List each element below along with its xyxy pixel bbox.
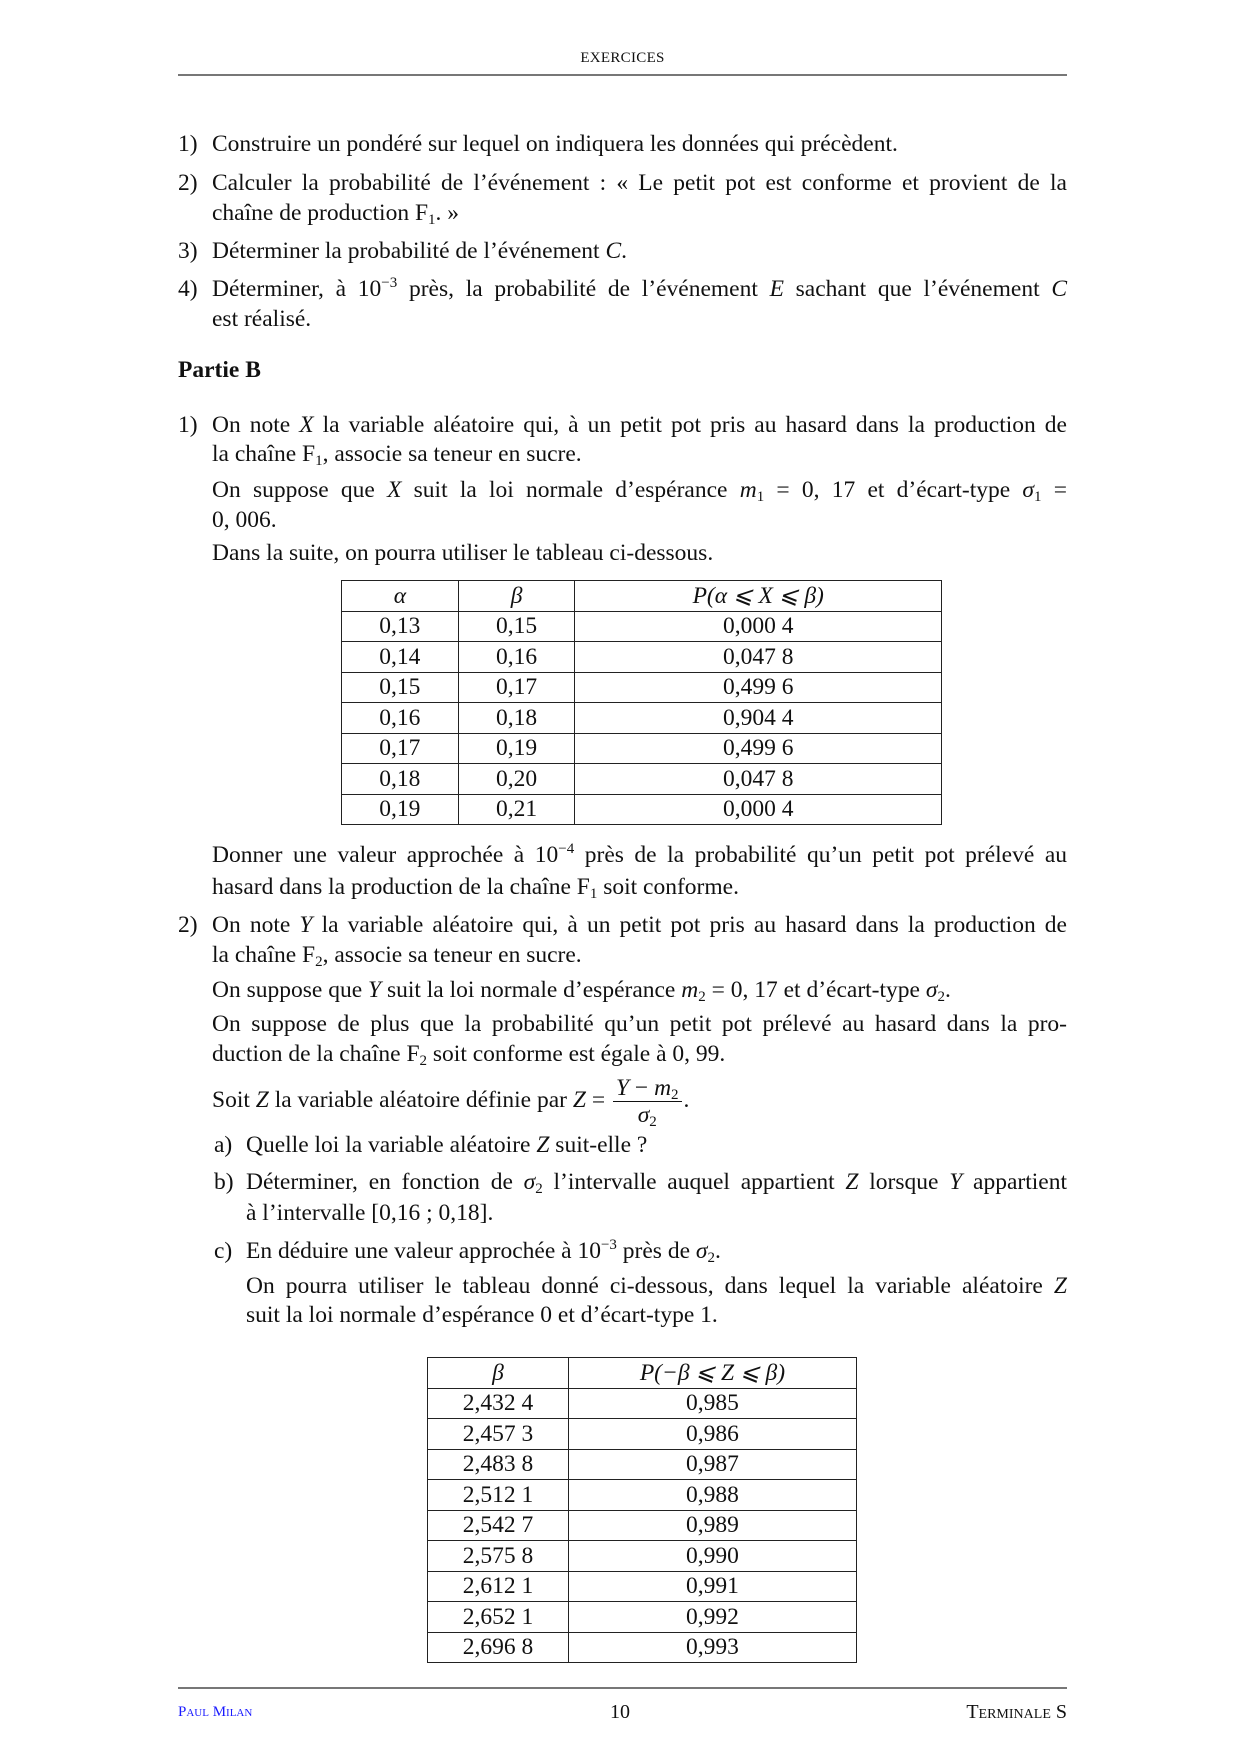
probability-table-2 — [427, 1357, 857, 1663]
table-cell: 0,047 8 — [575, 642, 942, 673]
question-text — [246, 1130, 647, 1160]
text-run: Soit — [212, 1087, 256, 1113]
text-run: Donner une valeur approchée à 10 — [212, 842, 559, 868]
text-run: la variable aléatoire qui, à un petit pot pris au hasard dans la production de — [313, 412, 1067, 438]
item-number: 4) — [178, 276, 198, 302]
math-var: Y — [949, 1169, 963, 1195]
text-run: . — [944, 977, 951, 1003]
question-text — [212, 304, 311, 334]
math-var: Y — [368, 977, 382, 1003]
subscript: 2 — [671, 1087, 679, 1104]
item-number: 1) — [178, 412, 198, 438]
table-cell: 0,990 — [568, 1541, 856, 1572]
text-run: hasard dans la production de la chaîne F — [212, 874, 590, 900]
table-cell: 0,17 — [458, 672, 575, 703]
math-var: σ — [695, 1238, 708, 1264]
text-run: près de la probabilité qu’un petit pot prélevé au — [574, 842, 1068, 868]
math-var: E — [769, 276, 784, 302]
table-header-row — [428, 1358, 857, 1389]
text-run: Déterminer la probabilité de l’événement — [212, 238, 606, 264]
column-header — [568, 1358, 856, 1389]
table-row — [342, 794, 942, 825]
column-header — [575, 581, 942, 612]
text-run: soit conforme. — [597, 874, 739, 900]
math-var: X — [387, 477, 402, 503]
table-row — [428, 1632, 857, 1663]
math-var: Z — [255, 1087, 269, 1113]
math-var: σ — [925, 977, 938, 1003]
text-run: . » — [435, 200, 460, 226]
subscript: 2 — [707, 1250, 715, 1266]
math-var: Y — [299, 912, 313, 938]
question-text — [246, 1167, 1067, 1197]
section-title: Partie B — [178, 357, 261, 383]
text-run: sachant que l’événement — [783, 276, 1052, 302]
question-text — [212, 439, 582, 469]
math-var: σ — [523, 1169, 536, 1195]
superscript: −4 — [558, 841, 575, 857]
text-run: Calculer la probabilité de l’événement : « Le petit pot est conforme et provient de la — [212, 170, 1067, 196]
table-row — [428, 1388, 857, 1419]
table-cell: 2,432 4 — [428, 1388, 569, 1419]
math-var: Z — [1053, 1273, 1067, 1299]
subitem-letter: a) — [214, 1132, 233, 1158]
table-cell: 0,18 — [458, 703, 575, 734]
question-text — [212, 274, 1067, 304]
table-cell: 0,991 — [568, 1571, 856, 1602]
text-run: à l’intervalle [0,16 ; 0,18]. — [246, 1200, 494, 1226]
table-cell: 0,16 — [458, 642, 575, 673]
subitem-letter: c) — [214, 1238, 233, 1264]
question-text — [212, 236, 627, 266]
table-row — [342, 611, 942, 642]
table-cell: 0,15 — [458, 611, 575, 642]
math-var: m — [681, 977, 699, 1003]
table-cell: 2,483 8 — [428, 1449, 569, 1480]
text-run: − — [629, 1075, 655, 1102]
table-cell: 0,986 — [568, 1419, 856, 1450]
table-cell: 0,20 — [458, 764, 575, 795]
table-cell: 0,988 — [568, 1480, 856, 1511]
math-var: C — [1051, 276, 1067, 302]
table-row — [428, 1480, 857, 1511]
table-cell: 2,696 8 — [428, 1632, 569, 1663]
table-cell: 0,992 — [568, 1602, 856, 1633]
text-run: suit-elle ? — [549, 1132, 648, 1158]
question-text — [212, 840, 1067, 870]
math-var: σ — [637, 1102, 650, 1129]
text-run: suit la loi normale d’espérance — [381, 977, 682, 1003]
math-var: σ — [1022, 477, 1034, 503]
column-header — [342, 581, 459, 612]
question-text — [212, 538, 713, 568]
text-run: lorsque — [858, 1169, 950, 1195]
table-row — [428, 1541, 857, 1572]
text-run: = 0, 17 et d’écart-type — [705, 977, 926, 1003]
math-var: Z — [572, 1087, 586, 1113]
math-var: X — [299, 412, 314, 438]
text-run: On pourra utiliser le tableau donné ci-dessous, dans lequel la variable aléatoire — [246, 1273, 1054, 1299]
question-text — [212, 475, 1067, 505]
table-cell: 2,457 3 — [428, 1419, 569, 1450]
question-text — [212, 129, 898, 159]
text-run: près de — [616, 1238, 696, 1264]
math-var: Y — [615, 1075, 630, 1102]
math-var: C — [605, 238, 622, 264]
math-var: m — [654, 1075, 672, 1102]
table-cell: 0,13 — [342, 611, 459, 642]
superscript: −3 — [381, 275, 398, 291]
subscript: 2 — [535, 1181, 543, 1197]
question-text — [212, 1070, 689, 1130]
table-cell: 0,19 — [458, 733, 575, 764]
table-row — [342, 764, 942, 795]
item-number: 3) — [178, 238, 198, 264]
question-text — [212, 975, 951, 1005]
table-cell: 2,652 1 — [428, 1602, 569, 1633]
subscript: 1 — [589, 886, 598, 902]
table-cell: 0,18 — [342, 764, 459, 795]
item-number: 2) — [178, 170, 198, 196]
text-run: suit la loi normale d’espérance 0 et d’écart-type 1. — [246, 1302, 718, 1328]
table-cell: 0,19 — [342, 794, 459, 825]
table-cell: 0,987 — [568, 1449, 856, 1480]
text-run: , associe sa teneur en sucre. — [322, 942, 582, 968]
subscript: 2 — [315, 954, 323, 970]
table-cell: 2,575 8 — [428, 1541, 569, 1572]
subscript: 2 — [937, 989, 945, 1005]
table-header-row — [342, 581, 942, 612]
text-run: Déterminer, à 10 — [212, 276, 382, 302]
table-row — [428, 1571, 857, 1602]
subscript: 1 — [428, 212, 436, 228]
header-rule — [178, 74, 1067, 76]
fraction-numerator — [613, 1075, 682, 1102]
footer-rule — [178, 1687, 1067, 1689]
subscript: 2 — [419, 1053, 428, 1069]
superscript: −3 — [600, 1237, 617, 1253]
question-text — [246, 1271, 1067, 1301]
table-row — [342, 733, 942, 764]
question-text — [212, 872, 739, 902]
table-cell: 0,21 — [458, 794, 575, 825]
question-text — [212, 1009, 1067, 1039]
text-run: la variable aléatoire définie par — [268, 1087, 573, 1113]
text-run: est réalisé. — [212, 306, 312, 332]
table-cell: 0,993 — [568, 1632, 856, 1663]
text-run: = — [585, 1087, 611, 1113]
table-cell: 0,14 — [342, 642, 459, 673]
text-run: la chaîne F — [212, 942, 316, 968]
footer-author: Paul Milan — [178, 1704, 253, 1720]
text-run: = 0, 17 et d’écart-type — [764, 477, 1023, 503]
text-run: chaîne de production F — [212, 200, 429, 226]
question-text — [212, 198, 459, 228]
table-row — [428, 1419, 857, 1450]
header-label: β — [492, 1359, 504, 1386]
table-row — [428, 1602, 857, 1633]
math-var: Z — [536, 1132, 550, 1158]
header-label: α — [393, 582, 407, 609]
table-cell: 0,16 — [342, 703, 459, 734]
footer-level: Terminale S — [966, 1701, 1067, 1723]
subscript: 1 — [1034, 489, 1042, 505]
table-cell: 2,512 1 — [428, 1480, 569, 1511]
header-label: P(α ⩽ X ⩽ β) — [692, 582, 824, 609]
text-run: près, la probabilité de l’événement — [397, 276, 770, 302]
text-run: l’intervalle auquel appartient — [542, 1169, 846, 1195]
table-cell: 0,989 — [568, 1510, 856, 1541]
table-cell: 2,542 7 — [428, 1510, 569, 1541]
text-run: , associe sa teneur en sucre. — [322, 441, 582, 467]
question-text — [246, 1300, 718, 1330]
text-run: la variable aléatoire qui, à un petit pot pris au hasard dans la production de — [312, 912, 1067, 938]
subscript: 1 — [756, 489, 765, 505]
text-run: duction de la chaîne F — [212, 1041, 420, 1067]
question-text — [246, 1236, 721, 1266]
column-header — [428, 1358, 569, 1389]
table-cell: 0,047 8 — [575, 764, 942, 795]
text-run: En déduire une valeur approchée à 10 — [246, 1238, 601, 1264]
text-run: soit conforme est égale à 0, 99. — [427, 1041, 726, 1067]
question-text — [212, 1039, 725, 1069]
page-number: 10 — [610, 1701, 630, 1723]
question-text — [212, 505, 277, 535]
table-cell: 0,499 6 — [575, 733, 942, 764]
table-cell: 0,000 4 — [575, 794, 942, 825]
text-run: On note — [212, 412, 300, 438]
text-run: Déterminer, en fonction de — [246, 1169, 524, 1195]
text-run: . — [683, 1087, 690, 1113]
text-run: Construire un pondéré sur lequel on indiquera les données qui précèdent. — [212, 131, 898, 157]
text-run: On note — [212, 912, 300, 938]
table-row — [342, 672, 942, 703]
table-cell: 2,612 1 — [428, 1571, 569, 1602]
fraction — [613, 1075, 682, 1131]
running-header: EXERCICES — [580, 50, 665, 66]
subscript: 1 — [315, 453, 323, 469]
item-number: 2) — [178, 912, 198, 938]
math-var: Z — [845, 1169, 859, 1195]
text-run: . — [621, 238, 628, 264]
question-text — [212, 168, 1067, 198]
fraction-denominator — [613, 1102, 682, 1131]
text-run: Dans la suite, on pourra utiliser le tableau ci-dessous. — [212, 540, 714, 566]
text-run: la chaîne F — [212, 441, 316, 467]
header-label: β — [510, 582, 523, 609]
text-run: suit la loi normale d’espérance — [401, 477, 740, 503]
header-label: P(−β ⩽ Z ⩽ β) — [639, 1359, 786, 1386]
column-header — [458, 581, 575, 612]
question-text — [212, 910, 1067, 940]
question-text — [212, 410, 1067, 440]
probability-table-1 — [341, 580, 942, 825]
question-text — [212, 940, 582, 970]
text-run: Quelle loi la variable aléatoire — [246, 1132, 537, 1158]
table-cell: 0,499 6 — [575, 672, 942, 703]
table-row — [428, 1510, 857, 1541]
table-row — [428, 1449, 857, 1480]
text-run: . — [714, 1238, 721, 1264]
subscript: 2 — [698, 989, 706, 1005]
table-cell: 0,985 — [568, 1388, 856, 1419]
table-row — [342, 703, 942, 734]
item-number: 1) — [178, 131, 198, 157]
text-run: On suppose que — [212, 477, 388, 503]
text-run: = — [1041, 477, 1067, 503]
subscript: 2 — [649, 1114, 657, 1131]
text-run: On suppose que — [212, 977, 368, 1003]
text-run: On suppose de plus que la probabilité qu’un petit pot prélevé au hasard dans la pro- — [212, 1011, 1067, 1037]
table-cell: 0,904 4 — [575, 703, 942, 734]
question-text — [246, 1198, 493, 1228]
table-row — [342, 642, 942, 673]
text-run: appartient — [962, 1169, 1067, 1195]
math-var: m — [739, 477, 757, 503]
text-run: 0, 006. — [212, 507, 277, 533]
table-cell: 0,15 — [342, 672, 459, 703]
table-cell: 0,17 — [342, 733, 459, 764]
subitem-letter: b) — [214, 1169, 234, 1195]
table-cell: 0,000 4 — [575, 611, 942, 642]
